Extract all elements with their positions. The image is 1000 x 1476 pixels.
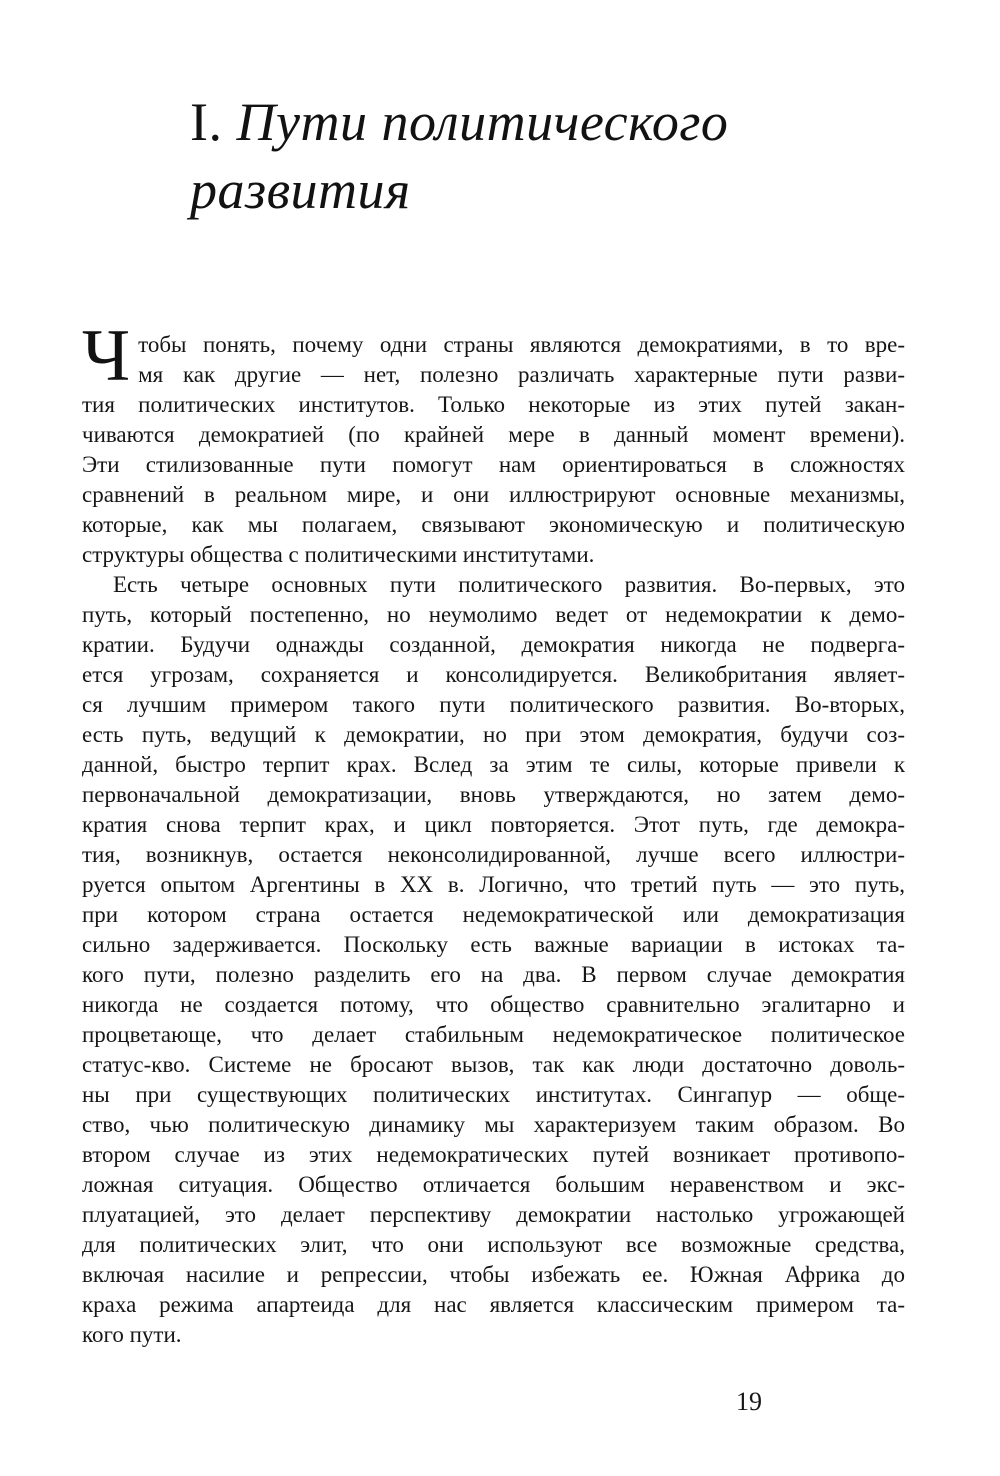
text-line: статус-кво. Системе не бросают вызов, так как люди достаточно доволь-: [82, 1052, 905, 1077]
text-line: включая насилие и репрессии, чтобы избежать ее. Южная Африка до: [82, 1262, 905, 1287]
paragraph-first-lines: [82, 315, 905, 570]
chapter-title-line2: развития: [190, 160, 411, 220]
text-line: ется угрозам, сохраняется и консолидируется. Великобритания являет-: [82, 662, 905, 687]
text-line: есть путь, ведущий к демократии, но при этом демократия, будучи соз-: [82, 722, 905, 747]
text-line: ны при существующих политических институтах. Сингапур — обще-: [82, 1082, 905, 1107]
text-line: кого пути, полезно разделить его на два. В первом случае демократия: [82, 962, 905, 987]
text-line: путь, который постепенно, но неумолимо ведет от недемократии к демо-: [82, 602, 905, 627]
paragraph-first: [82, 315, 905, 570]
text-line: структуры общества с политическими институтами.: [82, 542, 595, 567]
text-line: Есть четыре основных пути политического развития. Во-первых, это: [113, 572, 905, 597]
text-line: тобы понять, почему одни страны являются демократиями, в то вре-: [138, 332, 905, 357]
text-line: тия, возникнув, остается неконсолидированной, лучше всего иллюстри-: [82, 842, 905, 867]
text-line: для политических элит, что они используют все возможные средства,: [82, 1232, 905, 1257]
text-line: кратии. Будучи однажды созданной, демократия никогда не подверга-: [82, 632, 905, 657]
text-line: ство, чью политическую динамику мы характеризуем таким образом. Во: [82, 1112, 905, 1137]
text-line: плуатацией, это делает перспективу демократии настолько угрожающей: [82, 1202, 905, 1227]
text-line: мя как другие — нет, полезно различать характерные пути разви-: [138, 362, 905, 387]
drop-cap: Ч: [82, 315, 131, 397]
text-line: при котором страна остается недемократической или демократизация: [82, 902, 905, 927]
text-line: ся лучшим примером такого пути политического развития. Во-вторых,: [82, 692, 905, 717]
text-line: данной, быстро терпит крах. Вслед за этим те силы, которые привели к: [82, 752, 905, 777]
body-text: [82, 315, 905, 1350]
text-line: кого пути.: [82, 1322, 182, 1347]
text-line: процветающе, что делает стабильным недемократическое политическое: [82, 1022, 905, 1047]
text-line: чиваются демократией (по крайней мере в данный момент времени).: [82, 422, 905, 447]
chapter-title: [190, 88, 728, 224]
text-line: сравнений в реальном мире, и они иллюстрируют основные механизмы,: [82, 482, 905, 507]
text-line: втором случае из этих недемократических путей возникает противопо-: [82, 1142, 905, 1167]
text-line: ложная ситуация. Общество отличается большим неравенством и экс-: [82, 1172, 905, 1197]
text-line: руется опытом Аргентины в XX в. Логично, что третий путь — это путь,: [82, 872, 905, 897]
text-line: краха режима апартеида для нас является классическим примером та-: [82, 1292, 905, 1317]
text-line: тия политических институтов. Только некоторые из этих путей закан-: [82, 392, 905, 417]
text-line: никогда не создается потому, что общество сравнительно эгалитарно и: [82, 992, 905, 1017]
page-number: 19: [736, 1387, 762, 1416]
paragraph-second-lines: [82, 570, 905, 1350]
chapter-number: I.: [190, 92, 223, 152]
text-line: которые, как мы полагаем, связывают экономическую и политическую: [82, 512, 905, 537]
text-line: первоначальной демократизации, вновь утверждаются, но затем демо-: [82, 782, 905, 807]
chapter-title-line1: Пути политического: [236, 92, 729, 152]
paragraph-second: [82, 570, 905, 1350]
text-line: кратия снова терпит крах, и цикл повторяется. Этот путь, где демокра-: [82, 812, 905, 837]
text-line: Эти стилизованные пути помогут нам ориентироваться в сложностях: [82, 452, 905, 477]
text-line: сильно задерживается. Поскольку есть важные вариации в истоках та-: [82, 932, 905, 957]
